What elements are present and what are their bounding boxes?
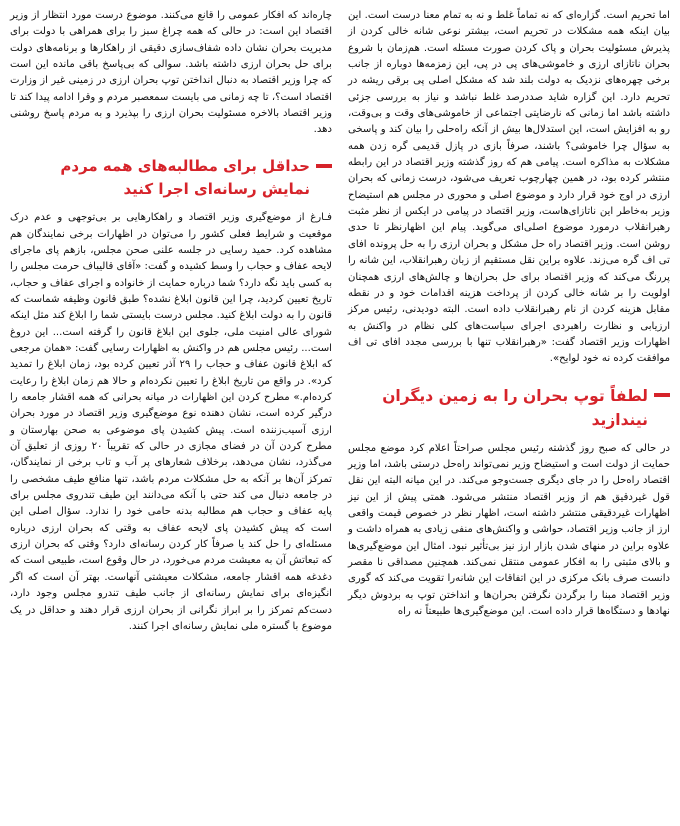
left-column (10, 8, 332, 820)
headline-accent-bar-icon (316, 164, 332, 168)
left-column-paragraph-2: فـارغ از موضع‌گیری وزیر اقتصاد و راهکارهایی بر بی‌توجهی و عدم درک موقعیت و شرایط فعلی کشور را می‌توان در اظهارات برخی نمایندگان هم مشاهده کرد. حمید رسایی در جلسه علنی صحن مجلس، بازهم پای ماجرای لایحه عفاف و حجاب را وسط کشیده و گفت: «آقای قالیباف حرمت مجلس را به کسی باید نگه دارد؟ شما درباره حمایت از خانواده و اجرای عفاف و حجاب، تاریخ تعیین کردید، چرا این قانون ابلاغ نشده؟ طبق قانون وظیفه شماست که قانون را به دولت ابلاغ کنید. مجلس درست بایستی شما را ابلاغ کند مثل اینکه شورای عالی امنیت ملی، جلوی این ابلاغ قانون را گرفته است... این دروغ است... رئیس مجلس هم در واکنش به اظهارات رسایی گفت: «همان مرجعی که ابلاغ قانون عفاف و حجاب را ۲۹ آذر تعیین کرده بود، زمان ابلاغ را تمدید کرد». در واقع من تاریخ ابلاغ را تعیین نکرده‌ام و حالا هم زمان ابلاغ را رعایت کرده‌ام.» مطرح کردن این اظهارات در میانه بحرانی که همه اقشار جامعه را درگیر کرده است، نشان دهنده نوع موضع‌گیری وزیر اقتصاد در مورد بحران ارزی آسیب‌زننده است. پیش کشیدن پای موضوعی به صحن بهارستان و مطرح کردن آن در فضای مجازی در حالی که تقریباً ۲۰ روزی از تعلیق آن می‌گذرد، نشان می‌دهد، برخلاف شعار‌های پر آب و تاب برخی از نمایندگان، تمرکز آن‌ها بر آنکه به حل مشکلات مردم باشد، تنها منافع طیف مشخصی را در جامعه دنبال می کند حتی با آنکه می‌دانند این طیف تندروی مجلس برای پایه عفاف و حجاب هم مطالبه بدنه حامی خود را ندارد. سؤال اصلی این است که پیش کشیدن پای لایحه عفاف به وقتی که بحران ارزی درباره مسئله‌ای را حل کند یا صرفاً کار کردن رسانه‌ای دارد؟ وقتی که بحران ارزی که تبعاتش آن به معیشت مردم می‌خورد، در حال وقوع است، طبیعی است که دغدغه همه اقشار جامعه، مشکلات معیشتی آنهاست. بهتر آن است که اگر انگیزه‌ای برای نمایش رسانه‌ای از جانب طیف تندرو مجلس وجود دارد، دست‌کم تمرکز را بر ابراز نگرانی از بحران ارزی قرار دهند و حداقل در یک موضوع با گستره ملی نمایش رسانه‌ای اجرا کنند. (10, 212, 332, 632)
headline-left-line-1: حداقل برای مطالبه‌های همه مردم (60, 156, 310, 175)
right-column-paragraph-2: در حالی که صبح روز گذشته رئیس مجلس صراحتاً اعلام کرد موضع مجلس حمایت از دولت است و استیضاح وزیر نمی‌تواند راه‌حل درستی باشد، اما وزیر اقتصاد راه‌حل را در جای دیگری جست‌وجو می‌کند. در این میانه البته این نقل قول غیردقیق هم از وزیر اقتصاد منتشر می‌شود. همتی پیش از این نیز اظهارات غیردقیقی منتشر داشته است، اظهار نظر در خصوص قیمت واقعی ارز از جانب وزیر اقتصاد، حواشی و واکنش‌های منفی زیادی به همراه داشت و علاوه براین در منهای شدن بازار ارز نیز بی‌تأثیر نبود. امثال این موضع‌گیری‌ها و بالای مثبتی را به افکار عمومی منتقل نمی‌کند. همچنین مصداقی نا مقصر دانست صرف بانک مرکزی در این اتفاقات این شانه‌را تقویت می‌کند که گوری وزیر اقتصاد مبنا را برگردن نگرفتن بحران‌ها و انداختن توپ به بردوش دیگر نهادها و دستگاه‌ها قرار داده است. این موضع‌گیری‌ها طبیعتاً نه راه (348, 442, 670, 618)
headline-left-text (60, 155, 310, 202)
headline-right (348, 384, 670, 432)
headline-accent-bar-icon (654, 393, 670, 397)
headline-left-line-2: نمایش رسانه‌ای اجرا کنید (123, 180, 310, 198)
two-column-layout (10, 8, 670, 820)
right-column (348, 8, 670, 820)
headline-right-text (348, 384, 648, 432)
right-column-paragraph-1: اما تحریم است. گزاره‌ای که نه تماماً غلط و نه به تمام معنا درست است. این بیان اینکه همه مشکلات در تحریم است، بیشتر نوعی شانه خالی کردن از پذیرش مسئولیت بحران و پاک کردن صورت مسئله است. هم‌زمان با شروع بحران ناتازای ارزی و خاموشی‌های پی در پی، این زمزمه‌ها دوباره از جانب برخی چهره‌های نزدیک به دولت بلند شد که مشکل اصلی پی برقی ریشه در تحریم دارد. این گزاره شاید صددرصد غلط نباشد و نیاز به بررسی جزئی داشته باشد اما زمانی که نارضایتی اجتماعی از خاموشی‌های وقت و بی‌وقت، رو به افزایش است، این استدلال‌ها بیش از آنکه راه‌حلی را بیان کند و پاسخی به سؤال چرا خاموشی؟ باشند، صرفاً بازی در پازل قدیمی گره زدن همه مشکلات به مذاکره است. پیامی هم که روز گذشته وزیر اقتصاد در این رابطه منتشر کرده بود، در همین چهارچوب تعریف می‌شود، درست زمانی که بحران ارزی در اوج خود قرار دارد و موضوع اصلی و محوری در مجلس هم استیضاح وزیر به‌خاطر این ناتازای‌هاست، وزیر اقتصاد در پیامی در ایکس از نظر مثبت رهبرانقلاب درمورد موضوع اصلی‌ای می‌گوید. پیام این اظهارنظر تا حدی روشن است. وزیر اقتصاد راه حل مشکل و بحران ارزی را به حل پرونده افای تی اف گره می‌زند. علاوه براین نقل مستقیم از زبان رهبرانقلاب، این شانه را پررنگ می‌کند که وزیر اقتصاد برای حل بحران‌ها و چالش‌های ارزی همچنان اولویت را بر شانه خالی کردن از پرداخت هزینه اقدامات خود و در نقطه مقابل هزینه کردن از نام رهبرانقلاب داده است. البته دو‌دیدنی، رئیس مرکز ارزیابی و نظارت راهبردی اجرای سیاست‌های کلی نظام در واکنش به اظهارات وزیر اقتصاد گفت: «رهبرانقلاب تنها با بررسی مجدد افای تی اف موافقت کرده نه خود لوایح». (348, 10, 670, 365)
headline-right-line-1: لطفاً توپ بحران را به زمین دیگران نیندازید (382, 386, 648, 429)
left-column-paragraph-1: چاره‌اند که افکار عمومی را قانع می‌کنند. موضوع درست مورد انتظار از وزیر اقتصاد این است: در حالی که همه چراغ سبز را برای همراهی با دولت برای مدیریت بحران نشان داده شفاف‌سازی دقیقی از راهکارها و برنامه‌های دولت برای حل بحران ارزی داشته باشد. سوالی که بی‌پاسخ باقی مانده این است که چرا وزیر اقتصاد به دنبال انداختن توپ بحران ارزی در زمینی غیر از وزارت اقتصاد است؟، تا چه زمانی می بایست سمعصبر مردم و وقرا ادامه پیدا کند تا وزیر اقتصاد بالاخره مسئولیت بحران ارزی را بپذیرد و به مردم پاسخ روشنی دهد. (10, 10, 332, 136)
headline-left (10, 155, 332, 202)
